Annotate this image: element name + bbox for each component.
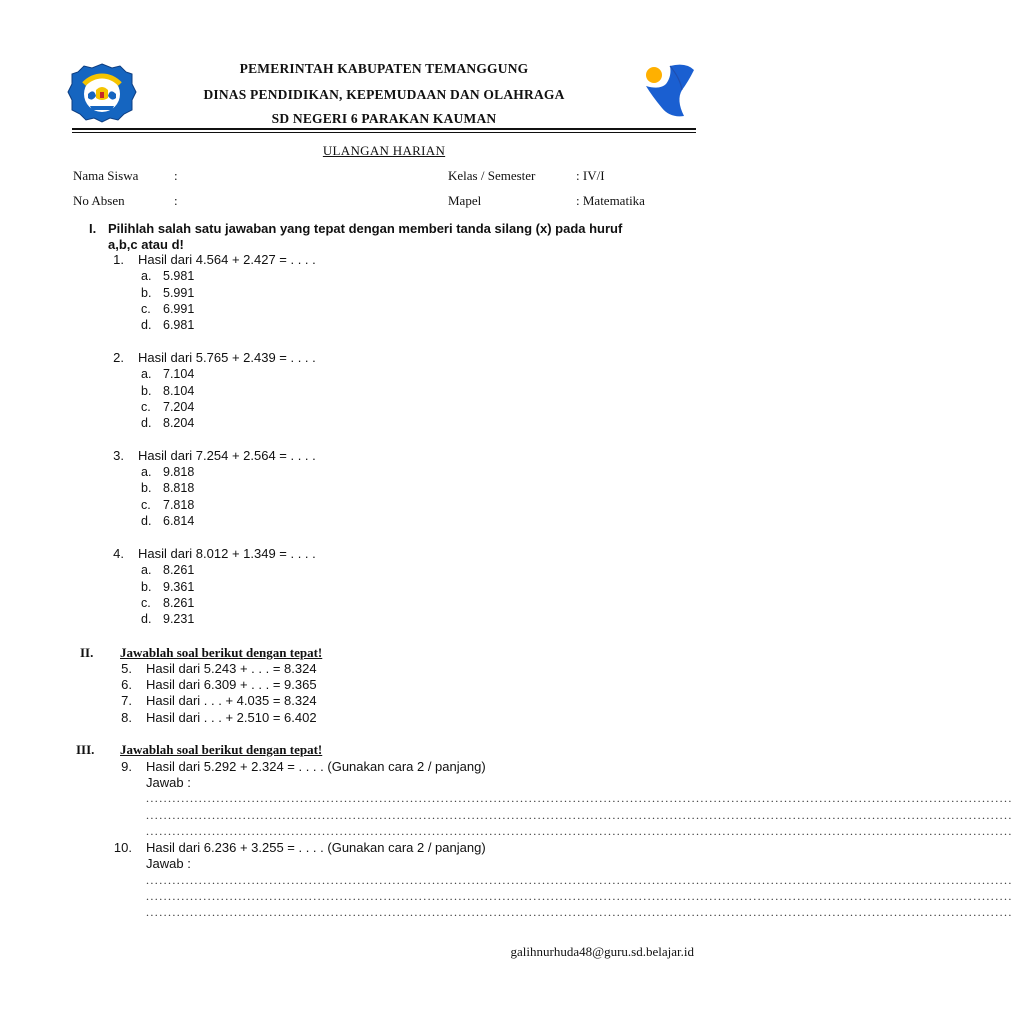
- header-line-1: PEMERINTAH KABUPATEN TEMANGGUNG: [239, 61, 529, 76]
- q10-answer-line-1[interactable]: .....................................................................................................................................................................................................: [146, 873, 1013, 887]
- header-rule-thick: [72, 128, 696, 130]
- question-text: Hasil dari 6.236 + 3.255 = . . . . (Gunakan cara 2 / panjang): [146, 840, 486, 855]
- section-1-instruction-line-2: a,b,c atau d!: [108, 237, 184, 252]
- question-number: 5.: [121, 661, 132, 676]
- q10-answer-line-3[interactable]: .....................................................................................................................................................................................................: [146, 905, 1013, 919]
- question-text: Hasil dari 5.292 + 2.324 = . . . . (Gunakan cara 2 / panjang): [146, 759, 486, 774]
- question-number: 8.: [121, 710, 132, 725]
- question-text: Hasil dari . . . + 4.035 = 8.324: [146, 693, 317, 708]
- question-text: Hasil dari 8.012 + 1.349 = . . . .: [138, 546, 316, 561]
- q9-answer-line-2[interactable]: .....................................................................................................................................................................................................: [146, 808, 1013, 822]
- q9-jawab-label: Jawab :: [146, 775, 191, 790]
- question-number: 4.: [113, 546, 124, 561]
- section-3-instruction: Jawablah soal berikut dengan tepat!: [120, 742, 323, 757]
- kelas-label: Kelas / Semester: [448, 168, 536, 183]
- question-text: Hasil dari 5.765 + 2.439 = . . . .: [138, 350, 316, 365]
- footer-email: galihnurhuda48@guru.sd.belajar.id: [510, 944, 694, 959]
- question-text: Hasil dari 6.309 + . . . = 9.365: [146, 677, 317, 692]
- question-number: 7.: [121, 693, 132, 708]
- question-text: Hasil dari 7.254 + 2.564 = . . . .: [138, 448, 316, 463]
- section-2-instruction: Jawablah soal berikut dengan tepat!: [120, 645, 323, 660]
- header-line-2: DINAS PENDIDIKAN, KEPEMUDAAN DAN OLAHRAGA: [203, 87, 565, 102]
- nama-label: Nama Siswa: [73, 168, 139, 183]
- mapel-label: Mapel: [448, 193, 482, 208]
- q10-jawab-label: Jawab :: [146, 856, 191, 871]
- page-title: ULANGAN HARIAN: [322, 143, 446, 158]
- nama-sep: :: [174, 168, 178, 183]
- kelas-value: : IV/I: [576, 168, 605, 183]
- mapel-value: : Matematika: [576, 193, 645, 208]
- q10-answer-line-2[interactable]: .....................................................................................................................................................................................................: [146, 889, 1013, 903]
- absen-sep: :: [174, 193, 178, 208]
- question-number: 3.: [113, 448, 124, 463]
- question-number: 2.: [113, 350, 124, 365]
- absen-label: No Absen: [73, 193, 125, 208]
- section-1-roman: I.: [89, 221, 97, 236]
- question-text: Hasil dari 4.564 + 2.427 = . . . .: [138, 252, 316, 267]
- question-text: Hasil dari . . . + 2.510 = 6.402: [146, 710, 317, 725]
- question-number: 10.: [113, 840, 132, 855]
- header-line-3: SD NEGERI 6 PARAKAN KAUMAN: [271, 111, 497, 126]
- question-text: Hasil dari 5.243 + . . . = 8.324: [146, 661, 317, 676]
- section-2-roman: II.: [80, 645, 94, 660]
- q9-answer-line-3[interactable]: .....................................................................................................................................................................................................: [146, 824, 1013, 838]
- section-1-instruction-line-1: Pilihlah salah satu jawaban yang tepat dengan memberi tanda silang (x) pada huruf: [108, 221, 623, 236]
- q9-answer-line-1[interactable]: .....................................................................................................................................................................................................: [146, 791, 1013, 805]
- question-number: 1.: [113, 252, 124, 267]
- question-number: 9.: [121, 759, 132, 774]
- section-3-roman: III.: [76, 742, 95, 757]
- header-rule-thin: [72, 132, 696, 133]
- question-number: 6.: [121, 677, 132, 692]
